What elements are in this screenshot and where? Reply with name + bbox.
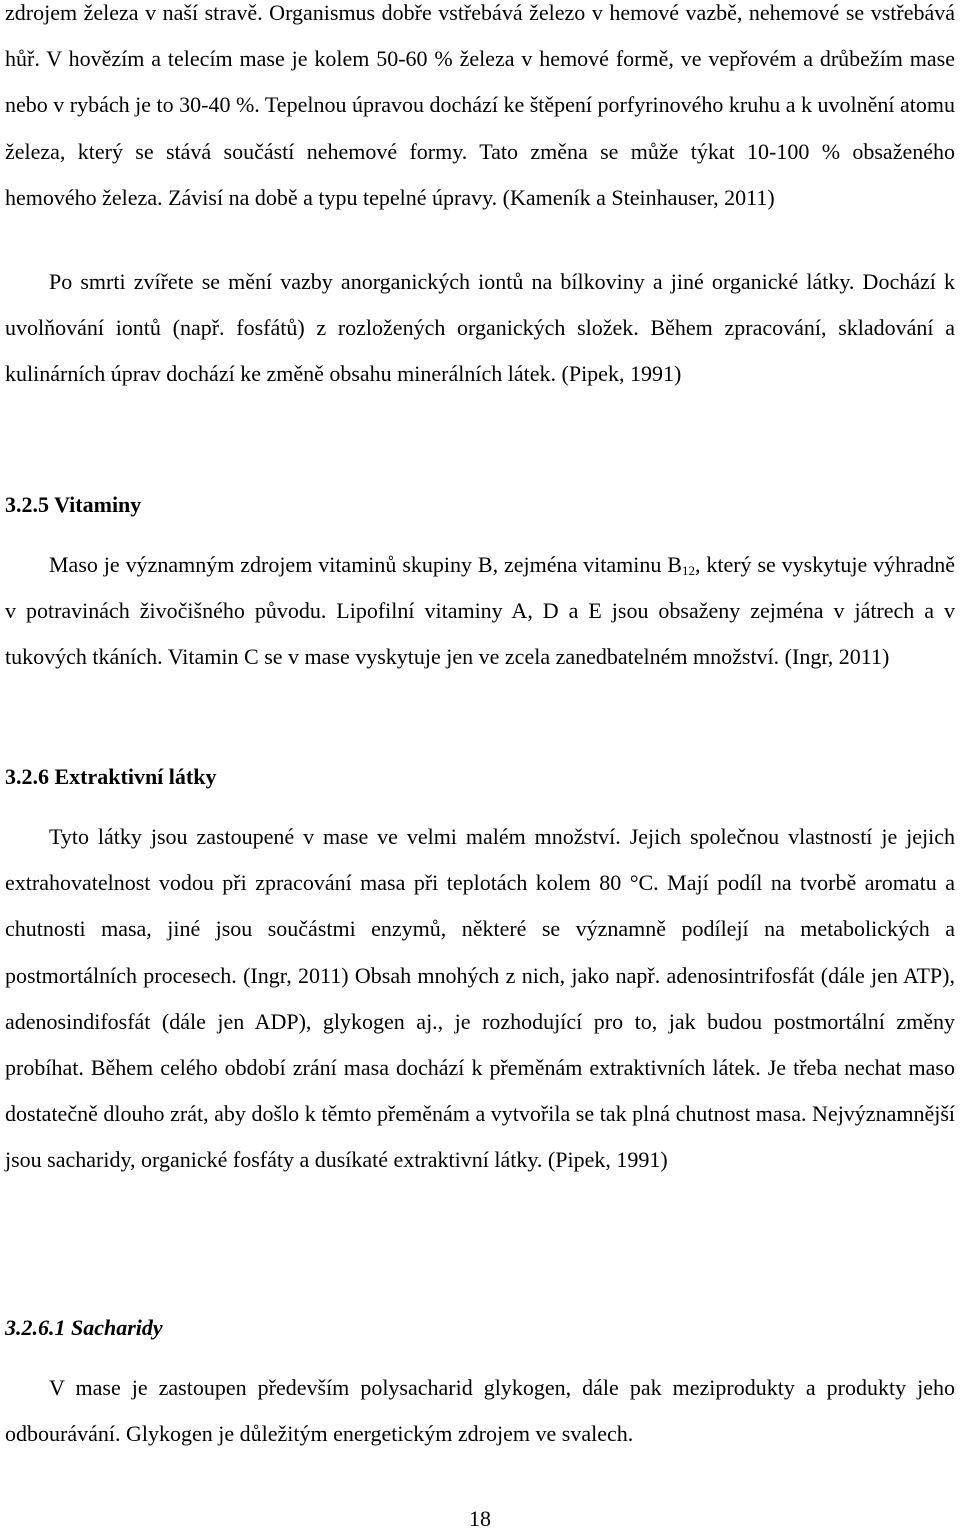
paragraph-mineral-changes: Po smrti zvířete se mění vazby anorganických iontů na bílkoviny a jiné organické látky. Dochází k uvolňování iontů (např. fosfátů) z rozložených organických složek. Během zpracování, skladování a kulinárních úprav dochází ke změně obsahu minerálních látek. (Pipek, 1991): [5, 269, 955, 387]
vitamin-b12-subscript: 12: [681, 563, 695, 578]
vitaminy-text-part-1: Maso je významným zdrojem vitaminů skupiny B, zejména vitaminu B: [49, 552, 682, 577]
page-number: 18: [469, 1506, 491, 1531]
document-page: [5, 0, 955, 1533]
subsection-heading-sacharidy: 3.2.6.1 Sacharidy: [5, 1315, 163, 1340]
paragraph-vitaminy: [5, 542, 955, 681]
paragraph-iron-content: zdrojem železa v naší stravě. Organismus dobře vstřebává železo v hemové vazbě, nehemové se vstřebává hůř. V hovězím a telecím mase je kolem 50-60 % železa v hemové formě, ve vepřovém a drůbežím mase nebo v rybách je to 30-40 %. Tepelnou úpravou dochází ke štěpení porfyrinového kruhu a k uvolnění atomu železa, který se stává součástí nehemové formy. Tato změna se může týkat 10-100 % obsaženého hemového železa. Závisí na době a typu tepelné úpravy. (Kameník a Steinhauser, 2011): [5, 0, 955, 210]
paragraph-extraktivni-latky: Tyto látky jsou zastoupené v mase ve velmi malém množství. Jejich společnou vlastností je jejich extrahovatelnost vodou při zpracování masa při teplotách kolem 80 °C. Mají podíl na tvorbě aromatu a chutnosti masa, jiné jsou součástmi enzymů, některé se významně podílejí na metabolických a postmortálních procesech. (Ingr, 2011) Obsah mnohých z nich, jako např. adenosintrifosfát (dále jen ATP), adenosindifosfát (dále jen ADP), glykogen aj., je rozhodující pro to, jak budou postmortální změny probíhat. Během celého období zrání masa dochází k přeměnám extraktivních látek. Je třeba nechat maso dostatečně dlouho zrát, aby došlo k těmto přeměnám a vytvořila se tak plná chutnost masa. Nejvýznamnější jsou sacharidy, organické fosfáty a dusíkaté extraktivní látky. (Pipek, 1991): [5, 824, 955, 1173]
section-heading-extraktivni-latky: 3.2.6 Extraktivní látky: [5, 764, 217, 789]
vitaminy-text-part-2: , který se vyskytuje výhradně v potravinách živočišného původu. Lipofilní vitaminy A, D a E jsou obsaženy zejména v játrech a v tukových tkáních. Vitamin C se v mase vyskytuje jen ve zcela zanedbatelném množství. (Ingr, 2011): [5, 552, 955, 670]
paragraph-sacharidy: V mase je zastoupen především polysacharid glykogen, dále pak meziprodukty a produkty jeho odbourávání. Glykogen je důležitým energetickým zdrojem ve svalech.: [5, 1375, 955, 1447]
section-heading-vitaminy: 3.2.5 Vitaminy: [5, 492, 142, 517]
